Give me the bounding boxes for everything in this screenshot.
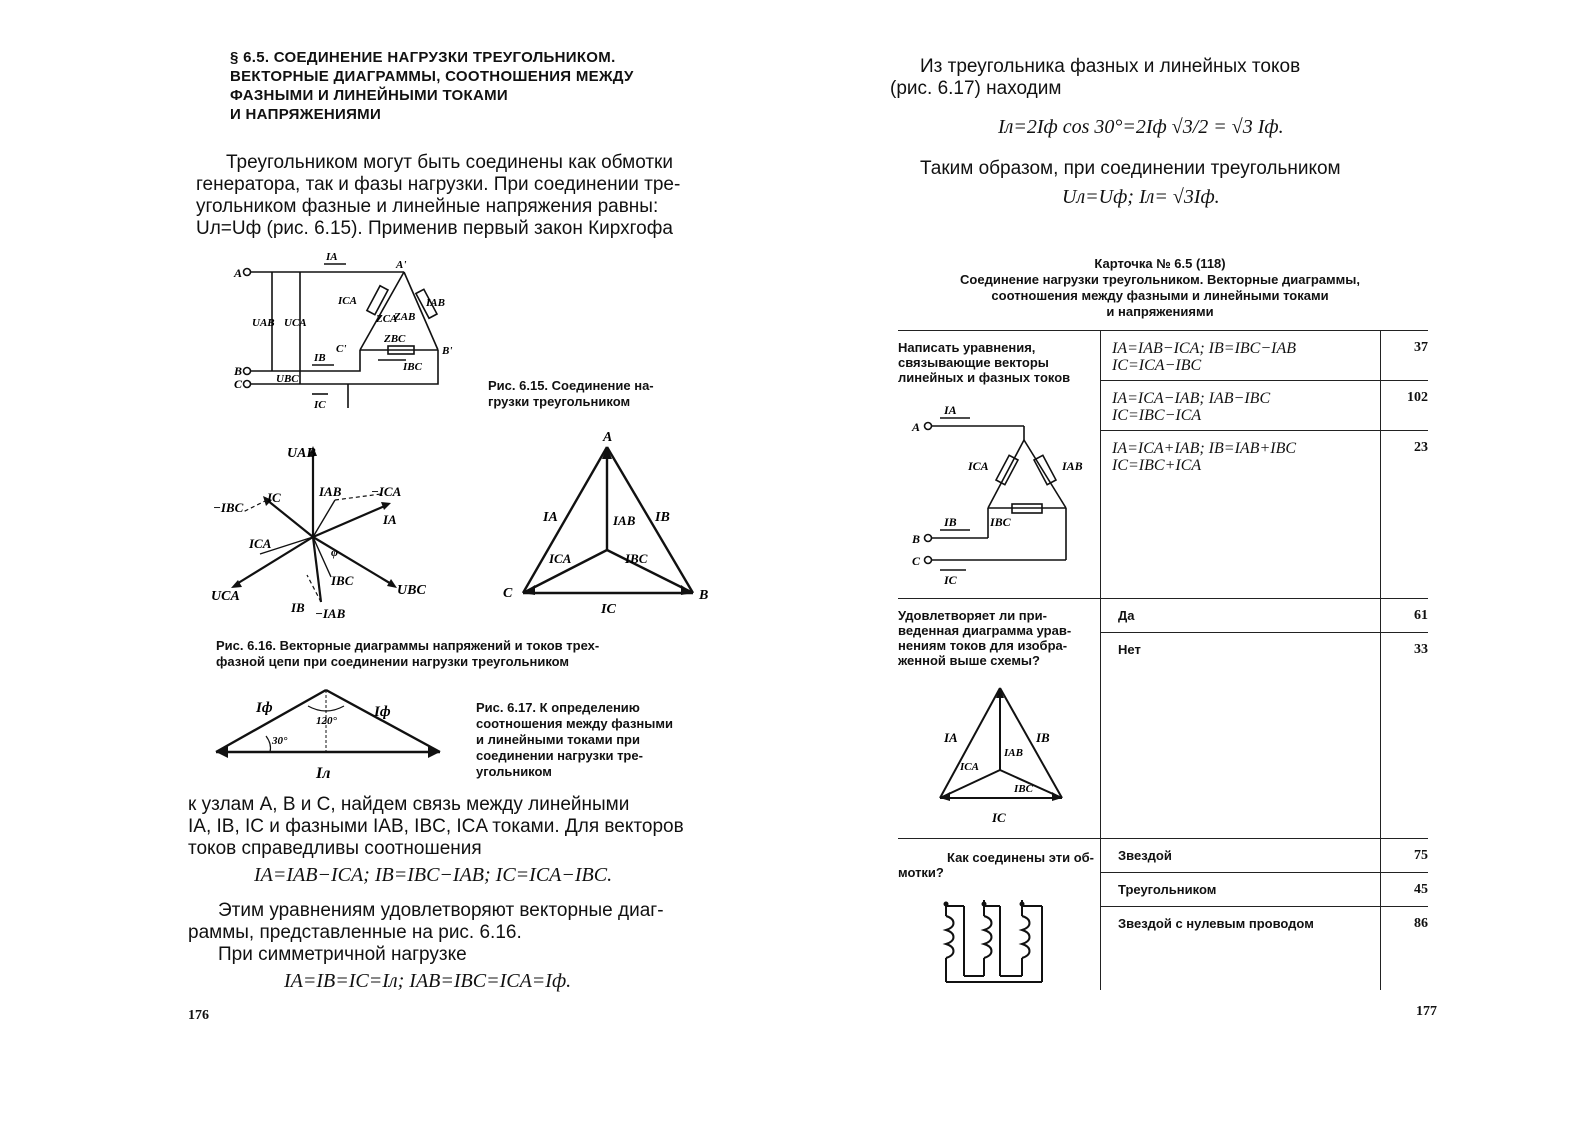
caption-line: соединении нагрузки тре- (476, 748, 643, 763)
caption-line: Рис. 6.17. К определению (476, 700, 640, 715)
iab-inner-label: IAB (1004, 747, 1023, 759)
question-line: связывающие векторы (898, 355, 1049, 370)
caption-line: Рис. 6.16. Векторные диаграммы напряжений и токов трех- (216, 638, 600, 653)
caption-line: угольником (476, 764, 552, 779)
node-a-label: A (912, 420, 921, 434)
node-b-label: B (912, 532, 921, 546)
question-line: веденная диаграмма урав- (898, 623, 1072, 638)
answer-3b-number: 45 (1414, 882, 1428, 897)
ia-label: IA (944, 403, 957, 417)
question-line: нениям токов для изобра- (898, 638, 1068, 653)
answer-2a-number: 61 (1414, 608, 1428, 623)
answer-line: IC=IBC−ICA (1112, 407, 1202, 424)
paragraph-3 (188, 900, 720, 966)
answer-1a[interactable] (1112, 340, 1296, 374)
answer-1b-number: 102 (1407, 390, 1428, 405)
uca-vector-label: UCA (211, 589, 240, 604)
figure-6-16-triangle (495, 425, 720, 615)
node-b-label: B (234, 364, 243, 378)
iab-label: IAB (426, 297, 445, 309)
vertex-b-label: B (699, 588, 709, 603)
caption-line: и линейными токами при (476, 732, 640, 747)
page-number-left: 176 (188, 1008, 209, 1023)
ia-side-label: IA (944, 730, 958, 745)
ica-label: ICA (968, 459, 989, 473)
heading-line: И НАПРЯЖЕНИЯМИ (230, 106, 382, 123)
ic-vector-label: IC (267, 490, 281, 505)
row-rule (1100, 380, 1428, 381)
card-vector-triangle (924, 680, 1084, 830)
ic-side-label: IC (601, 602, 616, 615)
section-rule (898, 598, 1428, 599)
ibc-inner-label: IBC (625, 551, 648, 566)
question-3 (898, 850, 1094, 880)
question-line: Удовлетворяет ли при- (898, 608, 1047, 623)
formula-delta-summary: Uл=Uф; Iл= √3Iф. (1062, 186, 1220, 208)
answer-line: IA=ICA−IAB; IAB−IBC (1112, 390, 1271, 407)
answer-3a-number: 75 (1414, 848, 1428, 863)
node-b-prime-label: B' (442, 345, 453, 357)
minus-iab-vector-label: −IAB (315, 606, 346, 621)
minus-ica-vector-label: −ICA (371, 484, 402, 499)
right-paragraph-1 (890, 56, 1426, 100)
node-c-prime-label: C' (336, 343, 347, 355)
ic-side-label: IC (992, 810, 1006, 825)
ubc-label: UBC (276, 373, 299, 385)
ib-side-label: IB (1036, 730, 1050, 745)
ibc-label: IBC (403, 361, 422, 373)
card-title-line: и напряжениями (1106, 304, 1214, 319)
answer-2b-number: 33 (1414, 642, 1428, 657)
ubc-vector-label: UBC (397, 583, 426, 598)
ia-vector-label: IA (383, 512, 397, 527)
figure-6-16-caption (216, 638, 716, 670)
question-line: мотки? (898, 865, 944, 880)
ic-label: IC (944, 573, 957, 587)
heading-line: § 6.5. СОЕДИНЕНИЕ НАГРУЗКИ ТРЕУГОЛЬНИКОМ. (230, 49, 616, 66)
card-circuit-diagram (906, 398, 1096, 590)
figure-6-17-triangle (208, 682, 448, 782)
text-line: угольником фазные и линейные напряжения равны: (196, 196, 659, 217)
il-label: Iл (316, 765, 331, 782)
answer-3c-number: 86 (1414, 916, 1428, 931)
ib-vector-label: IB (291, 600, 305, 615)
card-title-line: Соединение нагрузки треугольником. Векторные диаграммы, (960, 272, 1360, 287)
answer-3c[interactable]: Звездой с нулевым проводом (1118, 916, 1314, 931)
row-rule (1100, 906, 1428, 907)
paragraph-2 (188, 794, 720, 860)
uab-label: UAB (252, 317, 275, 329)
node-a-label: A (234, 266, 243, 280)
heading-line: ФАЗНЫМИ И ЛИНЕЙНЫМИ ТОКАМИ (230, 87, 508, 104)
answer-line: IA=ICA+IAB; IB=IAB+IBC (1112, 440, 1297, 457)
text-line: токов справедливы соотношения (188, 838, 482, 859)
answer-2a[interactable]: Да (1118, 608, 1135, 623)
answer-1b[interactable] (1112, 390, 1270, 424)
formula-kirchhoff: IA=IAB−ICA; IB=IBC−IAB; IC=ICA−IBC. (254, 864, 613, 886)
card-title (910, 256, 1410, 320)
card-title-line: соотношения между фазными и линейными токами (991, 288, 1329, 303)
vertex-c-label: C (503, 586, 513, 601)
uca-label: UCA (284, 317, 307, 329)
text-line: генератора, так и фазы нагрузки. При соединении тре- (196, 174, 681, 195)
heading-line: ВЕКТОРНЫЕ ДИАГРАММЫ, СООТНОШЕНИЯ МЕЖДУ (230, 68, 634, 85)
ica-inner-label: ICA (549, 551, 572, 566)
formula-symmetric: IA=IB=IC=Iл; IAB=IBC=ICA=Iф. (284, 970, 572, 992)
answer-3b[interactable]: Треугольником (1118, 882, 1217, 897)
caption-line: соотношения между фазными (476, 716, 673, 731)
text-line: Треугольником могут быть соединены как обмотки (226, 152, 673, 173)
figure-6-15-circuit (228, 248, 478, 420)
card-title-line: Карточка № 6.5 (118) (1094, 256, 1226, 271)
zbc-label: ZBC (384, 333, 406, 345)
question-1 (898, 340, 1094, 385)
paragraph-1 (196, 152, 724, 240)
section-heading (230, 48, 710, 124)
zab-label: ZAB (394, 311, 416, 323)
text-line: раммы, представленные на рис. 6.16. (188, 922, 522, 943)
ibc-inner-label: IBC (1014, 783, 1033, 795)
ica-vector-label: ICA (249, 536, 272, 551)
angle-30-label: 30° (272, 735, 288, 747)
left-page (0, 0, 790, 1126)
answer-line: IC=ICA−IBC (1112, 357, 1202, 374)
ibc-vector-label: IBC (331, 573, 354, 588)
phi-label: φ (331, 545, 339, 559)
answer-line: IA=IAB−ICA; IB=IBC−IAB (1112, 340, 1297, 357)
node-c-label: C (234, 377, 243, 391)
answer-3a[interactable]: Звездой (1118, 848, 1172, 863)
zca-label: ZCA (376, 313, 398, 325)
minus-ibc-vector-label: −IBC (213, 500, 244, 515)
text-line: (рис. 6.17) находим (890, 78, 1062, 99)
figure-6-16-vector-star (205, 440, 435, 625)
row-rule (1100, 872, 1428, 873)
section-rule (898, 838, 1428, 839)
row-rule (1100, 632, 1428, 633)
node-a-prime-label: A' (396, 259, 407, 271)
ic-label: IC (314, 399, 326, 411)
vertex-a-label: A (603, 430, 613, 445)
ia-side-label: IA (543, 510, 558, 525)
ib-label: IB (944, 515, 957, 529)
if-right-label: Iф (374, 704, 391, 720)
ib-label: IB (314, 352, 326, 364)
uab-vector-label: UAB (287, 446, 316, 461)
question-2 (898, 608, 1094, 668)
answer-1c-number: 23 (1414, 440, 1428, 455)
iab-vector-label: IAB (319, 484, 342, 499)
ica-label: ICA (338, 295, 357, 307)
answer-1c[interactable] (1112, 440, 1296, 474)
question-line: женной выше схемы? (898, 653, 1040, 668)
formula-il-iphi: Iл=2Iф cos 30°=2Iф √3/2 = √3 Iф. (998, 116, 1284, 138)
text-line: Этим уравнениям удовлетворяют векторные диаг- (218, 900, 664, 921)
caption-line: Рис. 6.15. Соединение на- (488, 378, 654, 393)
figure-6-15-caption (488, 378, 698, 410)
ib-side-label: IB (655, 510, 670, 525)
card-column-divider-1 (1100, 330, 1101, 990)
caption-line: грузки треугольником (488, 394, 631, 409)
page-number-right: 177 (1416, 1004, 1437, 1019)
right-paragraph-2: Таким образом, при соединении треугольником (920, 158, 1341, 179)
ica-inner-label: ICA (960, 761, 979, 773)
answer-line: IC=IBC+ICA (1112, 457, 1202, 474)
if-left-label: Iф (256, 700, 273, 716)
row-rule (1100, 430, 1428, 431)
text-line: Uл=Uф (рис. 6.15). Применив первый закон Кирхгофа (196, 218, 673, 239)
answer-2b[interactable]: Нет (1118, 642, 1141, 657)
answer-1a-number: 37 (1414, 340, 1428, 355)
text-line: При симметричной нагрузке (218, 944, 467, 965)
text-line: IA, IB, IC и фазными IAB, IBC, ICA токами. Для векторов (188, 816, 684, 837)
node-c-label: C (912, 554, 921, 568)
iab-label: IAB (1062, 459, 1083, 473)
ia-label: IA (326, 251, 338, 263)
text-line: Из треугольника фазных и линейных токов (920, 56, 1301, 77)
ibc-label: IBC (990, 515, 1011, 529)
question-line: Как соединены эти об- (946, 850, 1094, 865)
angle-120-label: 120° (316, 715, 337, 727)
card-top-rule (898, 330, 1428, 331)
card-windings-diagram (938, 896, 1050, 988)
question-line: Написать уравнения, (898, 340, 1036, 355)
question-line: линейных и фазных токов (898, 370, 1071, 385)
iab-inner-label: IAB (613, 513, 636, 528)
text-line: к узлам A, B и C, найдем связь между линейными (188, 794, 630, 815)
figure-6-17-caption (476, 700, 702, 780)
caption-line: фазной цепи при соединении нагрузки треугольником (216, 654, 570, 669)
